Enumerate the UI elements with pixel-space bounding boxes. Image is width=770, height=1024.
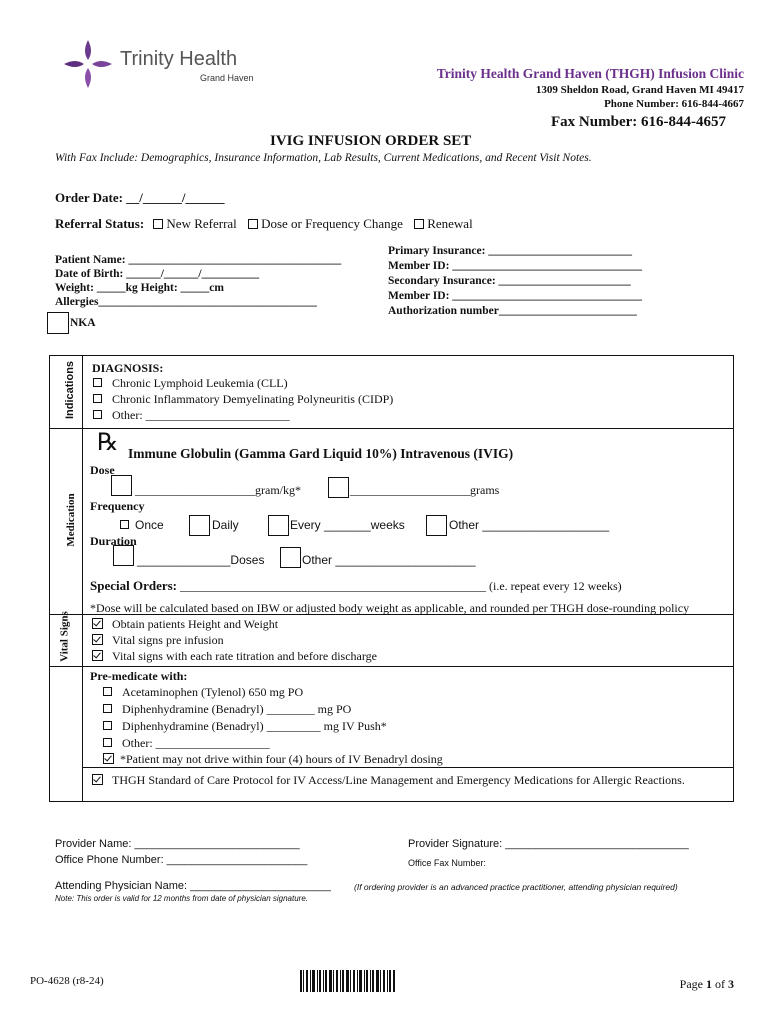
dose-gram-kg[interactable]: ____________________gram/kg* xyxy=(135,483,301,497)
medication-label: Medication xyxy=(65,493,77,547)
benadryl-po-checkbox[interactable] xyxy=(103,704,112,713)
patient-dob[interactable]: Date of Birth: ______/______/__________ xyxy=(55,268,260,280)
dose-gram-kg-checkbox[interactable] xyxy=(111,475,132,496)
premed-other-checkbox[interactable] xyxy=(103,738,112,747)
vital-item-titration[interactable]: Vital signs with each rate titration and before discharge xyxy=(92,649,377,664)
clinic-phone: Phone Number: 616-844-4667 xyxy=(604,98,744,110)
duration-other[interactable]: Other _____________________ xyxy=(302,553,476,567)
doses-checkbox[interactable] xyxy=(113,545,134,566)
patient-name[interactable]: Patient Name: _____________________________________ xyxy=(55,254,342,266)
referral-new[interactable]: New Referral xyxy=(153,216,236,231)
other-diagnosis-checkbox[interactable] xyxy=(93,410,102,419)
page-number: Page 1 of 3 xyxy=(679,977,734,991)
pre-infusion-check-icon[interactable] xyxy=(92,634,103,645)
duration-label: Duration xyxy=(90,534,137,548)
cross-logo-icon xyxy=(62,38,114,90)
rx-icon: ℞ xyxy=(97,430,119,456)
dose-change-checkbox[interactable] xyxy=(248,219,258,229)
primary-insurance[interactable]: Primary Insurance: _________________________ xyxy=(388,245,633,257)
renewal-checkbox[interactable] xyxy=(414,219,424,229)
clinic-name: Trinity Health Grand Haven (THGH) Infusion Clinic xyxy=(436,66,744,81)
premed-note: *Patient may not drive within four (4) hours of IV Benadryl dosing xyxy=(103,752,443,767)
patient-weight[interactable]: Weight: _____kg Height: _____cm xyxy=(55,282,224,294)
cidp-checkbox[interactable] xyxy=(93,394,102,403)
validity-note: Note: This order is valid for 12 months from date of physician signature. xyxy=(55,894,309,903)
every-checkbox[interactable] xyxy=(268,515,289,536)
logo-name: Trinity Health xyxy=(120,48,238,70)
row-divider-indications xyxy=(49,428,734,429)
frequency-label: Frequency xyxy=(90,499,145,513)
diagnosis-label: DIAGNOSIS: xyxy=(92,361,164,375)
once-checkbox[interactable] xyxy=(120,520,129,529)
nka-label: NKA xyxy=(70,317,96,329)
member-id-2[interactable]: Member ID: _________________________________ xyxy=(388,290,643,302)
referral-renewal[interactable]: Renewal xyxy=(414,216,472,231)
vital-item-pre-infusion[interactable]: Vital signs pre infusion xyxy=(92,633,224,648)
office-fax[interactable]: Office Fax Number: xyxy=(408,858,486,868)
diagnosis-cll[interactable]: Chronic Lymphoid Leukemia (CLL) xyxy=(93,376,288,391)
dose-grams[interactable]: ____________________grams xyxy=(350,483,500,497)
indications-label: Indications xyxy=(64,360,76,420)
freq-other[interactable]: Other ___________________ xyxy=(449,518,610,532)
premed-benadryl-iv[interactable]: Diphenhydramine (Benadryl) _________ mg IV Push* xyxy=(103,719,387,734)
titration-check-icon[interactable] xyxy=(92,650,103,661)
attending-physician[interactable]: Attending Physician Name: _______________________ xyxy=(55,880,331,892)
barcode-icon xyxy=(300,970,395,992)
protocol-item[interactable]: THGH Standard of Care Protocol for IV Access/Line Management and Emergency Medications for Allergic Reactions. xyxy=(92,773,685,788)
benadryl-iv-checkbox[interactable] xyxy=(103,721,112,730)
referral-label: Referral Status: xyxy=(55,216,145,231)
new-referral-checkbox[interactable] xyxy=(153,219,163,229)
premed-acetaminophen[interactable]: Acetaminophen (Tylenol) 650 mg PO xyxy=(103,685,303,700)
logo-sub: Grand Haven xyxy=(200,73,254,83)
dose-label: Dose xyxy=(90,463,115,477)
dose-grams-checkbox[interactable] xyxy=(328,477,349,498)
page-title: IVIG INFUSION ORDER SET xyxy=(270,133,472,149)
office-phone[interactable]: Office Phone Number: _______________________ xyxy=(55,854,308,866)
order-date: Order Date: __/______/______ xyxy=(55,190,225,205)
special-orders-label: Special Orders: xyxy=(90,578,178,593)
fax-note: With Fax Include: Demographics, Insurance Information, Lab Results, Current Medications, and Recent Visit Notes. xyxy=(55,152,592,164)
cll-checkbox[interactable] xyxy=(93,378,102,387)
attending-note: (If ordering provider is an advanced practice practitioner, attending physician required) xyxy=(354,882,678,892)
row-divider-premed xyxy=(82,767,734,768)
freq-once[interactable]: Once xyxy=(120,518,164,532)
diagnosis-other[interactable]: Other: ________________________ xyxy=(93,408,290,423)
premed-benadryl-po[interactable]: Diphenhydramine (Benadryl) ________ mg PO xyxy=(103,702,351,717)
freq-other-checkbox[interactable] xyxy=(426,515,447,536)
premed-label: Pre-medicate with: xyxy=(90,669,188,683)
referral-change[interactable]: Dose or Frequency Change xyxy=(248,216,403,231)
patient-allergies[interactable]: Allergies______________________________________ xyxy=(55,296,317,308)
secondary-insurance[interactable]: Secondary Insurance: _______________________ xyxy=(388,275,631,287)
duration-other-checkbox[interactable] xyxy=(280,547,301,568)
special-orders[interactable] xyxy=(90,578,622,594)
trinity-health-logo xyxy=(62,38,272,90)
form-number: PO-4628 (r8-24) xyxy=(30,975,104,987)
vital-signs-label: Vital Signs xyxy=(58,611,71,662)
table-col-divider xyxy=(82,355,83,802)
acetaminophen-checkbox[interactable] xyxy=(103,687,112,696)
dose-note: *Dose will be calculated based on IBW or adjusted body weight as applicable, and rounded per THGH dose-rounding policy xyxy=(90,601,690,615)
diagnosis-cidp[interactable]: Chronic Inflammatory Demyelinating Polyneuritis (CIDP) xyxy=(93,392,393,407)
premed-note-check-icon[interactable] xyxy=(103,753,114,764)
protocol-check-icon[interactable] xyxy=(92,774,103,785)
clinic-fax: Fax Number: 616-844-4657 xyxy=(551,114,726,130)
provider-name[interactable]: Provider Name: ___________________________ xyxy=(55,838,300,850)
nka-checkbox[interactable] xyxy=(47,312,69,334)
duration-doses[interactable]: ______________Doses xyxy=(137,553,265,567)
special-orders-line: ___________________________________________________ (i.e. repeat every 12 weeks) xyxy=(177,579,622,593)
freq-daily: Daily xyxy=(212,518,239,532)
daily-checkbox[interactable] xyxy=(189,515,210,536)
vital-item-height-weight[interactable]: Obtain patients Height and Weight xyxy=(92,617,278,632)
premed-other[interactable]: Other: ___________________ xyxy=(103,736,270,751)
freq-every[interactable]: Every _______weeks xyxy=(290,518,405,532)
clinic-address: 1309 Sheldon Road, Grand Haven MI 49417 xyxy=(535,84,744,96)
drug-name: Immune Globulin (Gamma Gard Liquid 10%) Intravenous (IVIG) xyxy=(128,446,514,461)
height-weight-check-icon[interactable] xyxy=(92,618,103,629)
provider-signature[interactable]: Provider Signature: ______________________________ xyxy=(408,838,689,850)
member-id-1[interactable]: Member ID: _________________________________ xyxy=(388,260,643,272)
row-divider-vitals xyxy=(49,666,734,667)
authorization-number[interactable]: Authorization number________________________ xyxy=(388,305,637,317)
referral-status xyxy=(55,216,473,232)
